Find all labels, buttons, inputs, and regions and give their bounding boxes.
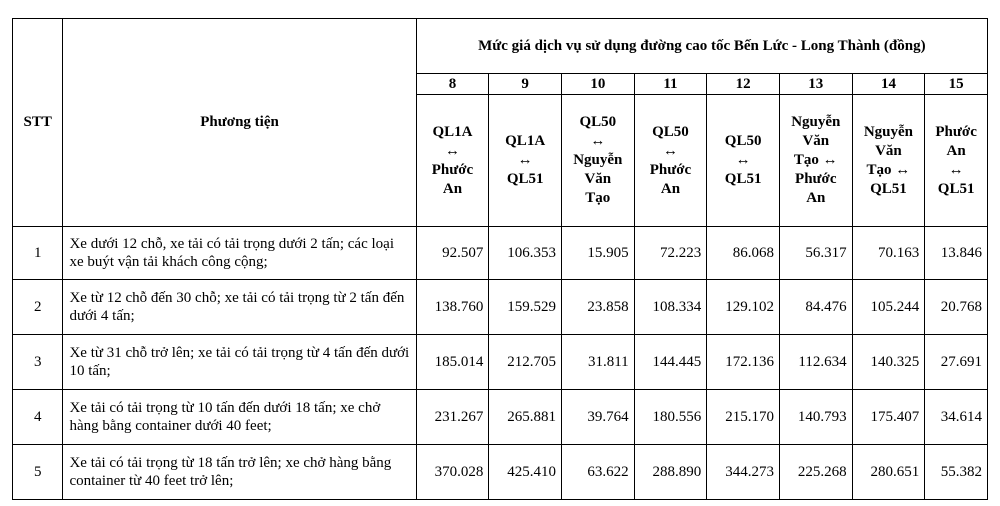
price-cell: 106.353 xyxy=(489,227,562,280)
price-cell: 105.244 xyxy=(852,280,925,335)
price-cell: 140.793 xyxy=(779,390,852,445)
route-label-line: Nguyễn xyxy=(573,152,623,168)
vehicle-cell: Xe dưới 12 chỗ, xe tải có tải trọng dưới 2 tấn; các loại xe buýt vận tải khách công cộng; xyxy=(63,227,416,280)
price-cell: 56.317 xyxy=(779,227,852,280)
price-cell: 31.811 xyxy=(561,335,634,390)
route-label-line: QL50 xyxy=(579,114,617,130)
table-row xyxy=(13,445,988,500)
price-cell: 15.905 xyxy=(561,227,634,280)
table-row xyxy=(13,280,988,335)
price-cell: 34.614 xyxy=(925,390,988,445)
toll-price-table-container xyxy=(12,18,988,500)
column-number-8: 15 xyxy=(925,74,988,95)
route-label-line: Phước xyxy=(431,161,474,178)
route-label-line: QL51 xyxy=(870,180,907,197)
route-label-line: Phước xyxy=(795,171,837,187)
route-label-line: Nguyễn xyxy=(863,123,914,140)
route-header-6 xyxy=(779,95,852,227)
route-label-line: Tạo ↔ xyxy=(866,161,911,178)
route-label-line: Văn xyxy=(584,171,612,187)
stt-cell: 1 xyxy=(13,227,63,280)
route-label-line: ↔ xyxy=(948,161,964,178)
stt-cell: 5 xyxy=(13,445,63,500)
price-cell: 425.410 xyxy=(489,445,562,500)
price-cell: 159.529 xyxy=(489,280,562,335)
column-number-1: 8 xyxy=(416,74,489,95)
price-cell: 370.028 xyxy=(416,445,489,500)
toll-price-table xyxy=(12,18,988,500)
price-cell: 70.163 xyxy=(852,227,925,280)
column-number-6: 13 xyxy=(779,74,852,95)
table-row xyxy=(13,227,988,280)
price-cell: 225.268 xyxy=(779,445,852,500)
price-cell: 138.760 xyxy=(416,280,489,335)
vehicle-cell: Xe từ 12 chỗ đến 30 chỗ; xe tải có tải trọng từ 2 tấn đến dưới 4 tấn; xyxy=(63,280,416,335)
route-label-line: Văn xyxy=(875,142,902,159)
route-label-line: Văn xyxy=(802,133,830,149)
price-cell: 112.634 xyxy=(779,335,852,390)
route-label-line: Nguyễn xyxy=(791,114,841,130)
price-cell: 144.445 xyxy=(634,335,707,390)
price-cell: 288.890 xyxy=(634,445,707,500)
price-cell: 265.881 xyxy=(489,390,562,445)
route-label-line: An xyxy=(660,180,681,197)
route-label-line: ↔ xyxy=(735,152,751,168)
column-number-5: 12 xyxy=(707,74,780,95)
column-number-4: 11 xyxy=(634,74,707,95)
stt-cell: 4 xyxy=(13,390,63,445)
route-header-3 xyxy=(561,95,634,227)
price-cell: 86.068 xyxy=(707,227,780,280)
price-cell: 13.846 xyxy=(925,227,988,280)
route-header-7 xyxy=(852,95,925,227)
price-cell: 27.691 xyxy=(925,335,988,390)
route-header-5 xyxy=(707,95,780,227)
route-label-line: ↔ xyxy=(445,142,460,159)
route-label-line: ↔ xyxy=(662,142,678,159)
route-label-line: QL50 xyxy=(724,133,762,149)
route-label-line: ↔ xyxy=(517,152,533,168)
route-label-line: QL1A xyxy=(505,133,546,149)
price-cell: 231.267 xyxy=(416,390,489,445)
stt-cell: 3 xyxy=(13,335,63,390)
stt-header: STT xyxy=(13,19,63,227)
price-cell: 55.382 xyxy=(925,445,988,500)
price-cell: 280.651 xyxy=(852,445,925,500)
column-number-2: 9 xyxy=(489,74,562,95)
price-cell: 215.170 xyxy=(707,390,780,445)
stt-cell: 2 xyxy=(13,280,63,335)
vehicle-cell: Xe tải có tải trọng từ 10 tấn đến dưới 18 tấn; xe chở hàng bằng container dưới 40 feet; xyxy=(63,390,416,445)
route-label-line: QL51 xyxy=(724,171,762,187)
route-label-line: Tạo xyxy=(585,190,611,206)
price-cell: 20.768 xyxy=(925,280,988,335)
table-row xyxy=(13,390,988,445)
route-label-line: QL51 xyxy=(937,180,975,197)
route-header-2 xyxy=(489,95,562,227)
vehicle-header: Phương tiện xyxy=(63,19,416,227)
column-number-3: 10 xyxy=(561,74,634,95)
route-header-1 xyxy=(416,95,489,227)
table-row xyxy=(13,335,988,390)
price-cell: 72.223 xyxy=(634,227,707,280)
route-label-line: An xyxy=(806,190,826,206)
route-header-8 xyxy=(925,95,988,227)
price-cell: 129.102 xyxy=(707,280,780,335)
route-label-line: QL51 xyxy=(506,171,544,187)
vehicle-cell: Xe từ 31 chỗ trở lên; xe tải có tải trọng từ 4 tấn đến dưới 10 tấn; xyxy=(63,335,416,390)
route-label-line: An xyxy=(442,180,463,197)
price-cell: 212.705 xyxy=(489,335,562,390)
route-label-line: Phước xyxy=(649,161,692,178)
price-cell: 108.334 xyxy=(634,280,707,335)
route-label-line: QL50 xyxy=(652,123,689,140)
vehicle-cell: Xe tải có tải trọng từ 18 tấn trở lên; xe chở hàng bằng container từ 40 feet trở lên; xyxy=(63,445,416,500)
table-title: Mức giá dịch vụ sử dụng đường cao tốc Bến Lức - Long Thành (đồng) xyxy=(416,19,987,74)
route-label-line: Phước xyxy=(935,123,977,140)
price-cell: 39.764 xyxy=(561,390,634,445)
price-cell: 344.273 xyxy=(707,445,780,500)
route-label-line: Tạo ↔ xyxy=(793,152,838,168)
price-cell: 84.476 xyxy=(779,280,852,335)
price-cell: 140.325 xyxy=(852,335,925,390)
price-cell: 180.556 xyxy=(634,390,707,445)
route-label-line: ↔ xyxy=(590,133,606,149)
price-cell: 92.507 xyxy=(416,227,489,280)
route-label-line: QL1A xyxy=(432,123,473,140)
price-cell: 63.622 xyxy=(561,445,634,500)
column-number-7: 14 xyxy=(852,74,925,95)
price-cell: 185.014 xyxy=(416,335,489,390)
route-label-line: An xyxy=(946,142,966,159)
price-cell: 175.407 xyxy=(852,390,925,445)
route-header-4 xyxy=(634,95,707,227)
price-cell: 23.858 xyxy=(561,280,634,335)
price-cell: 172.136 xyxy=(707,335,780,390)
